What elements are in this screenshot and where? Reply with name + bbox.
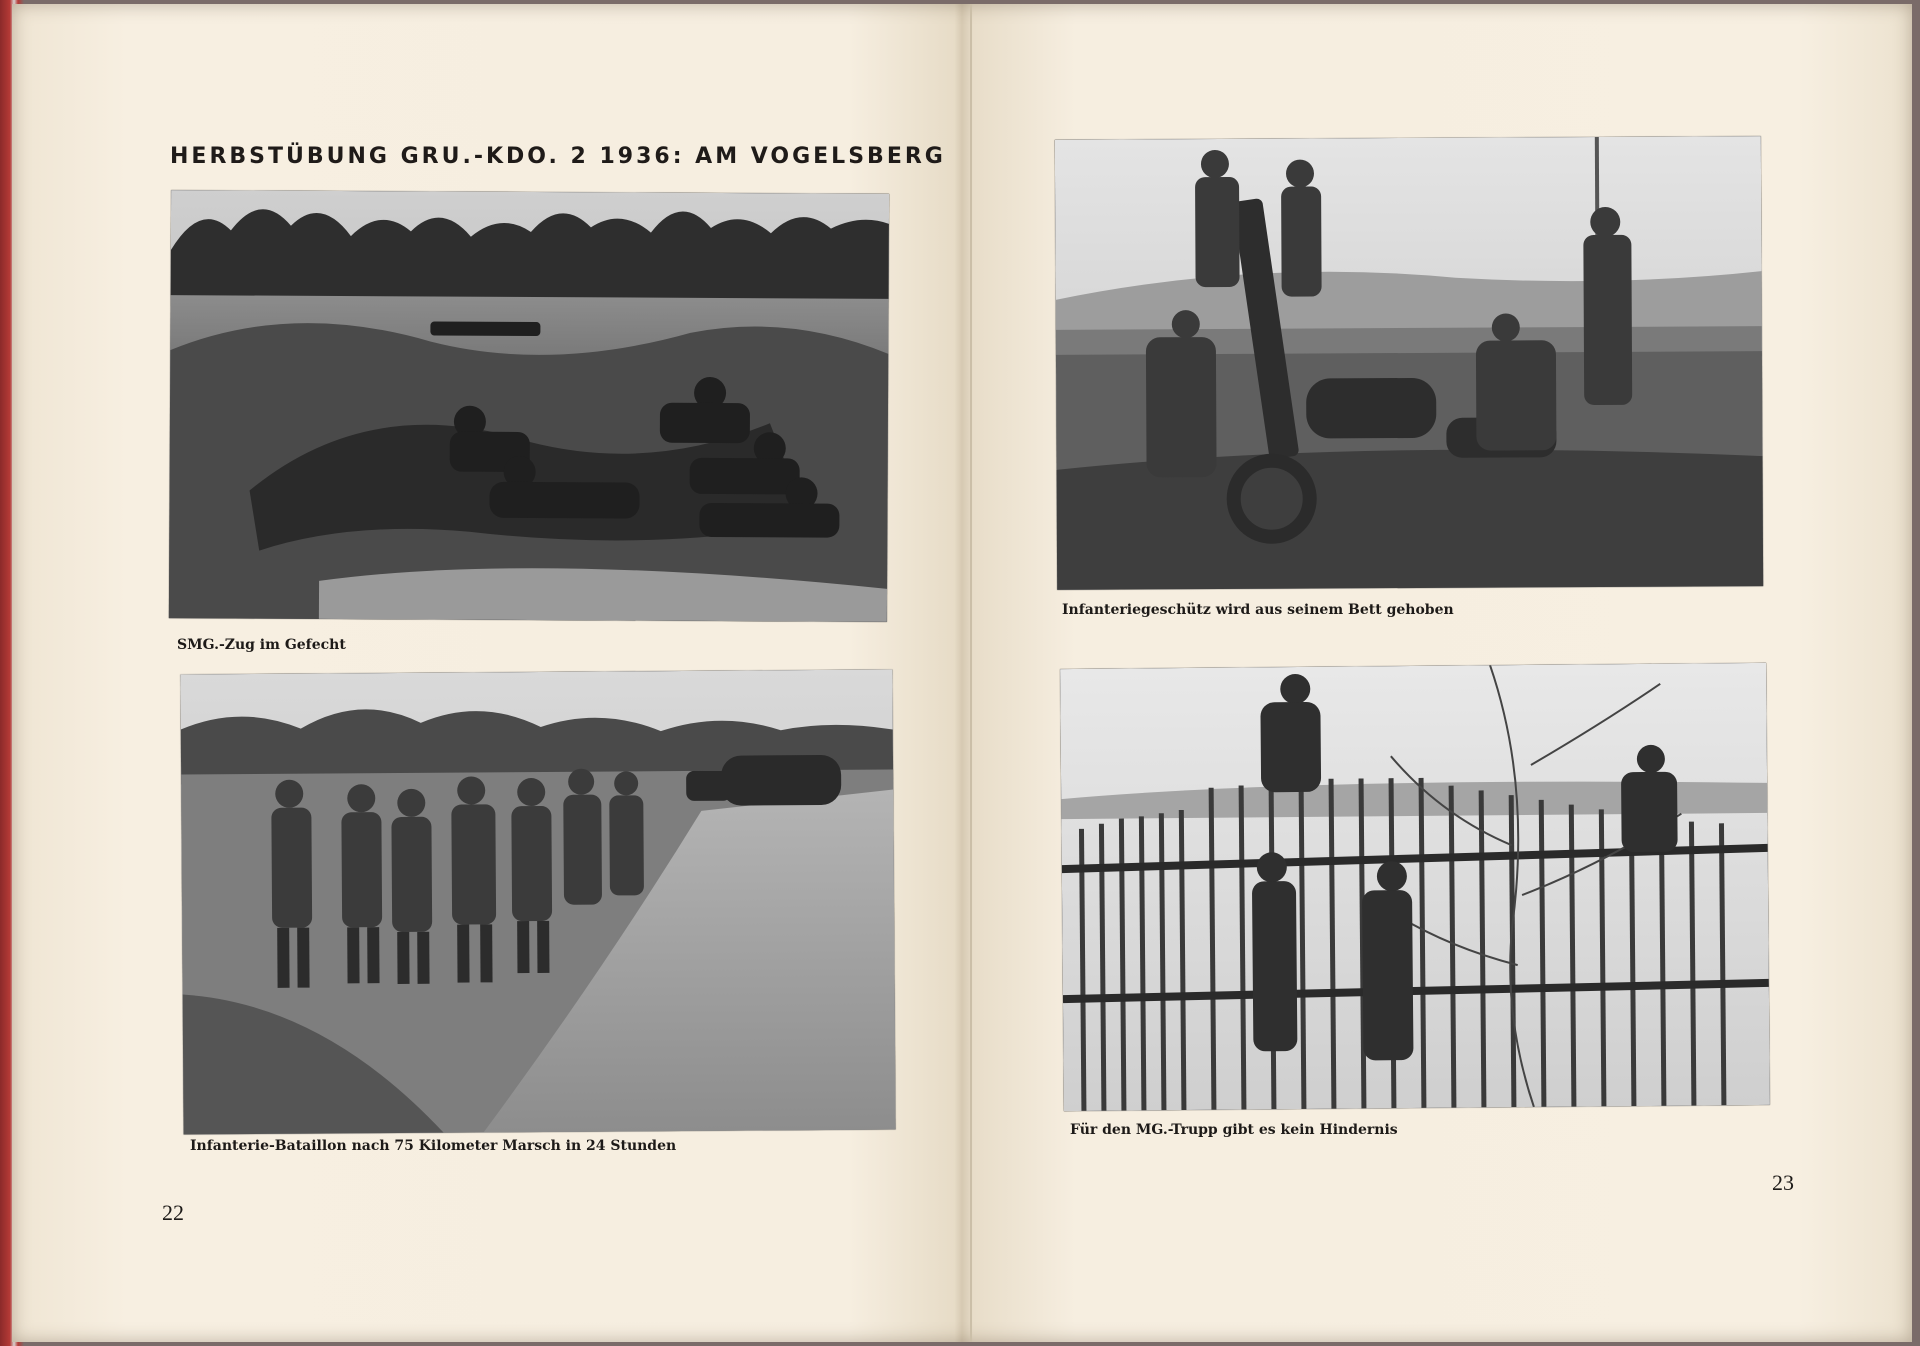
page-number: 22 [162,1200,184,1225]
photo-mg-platoon [169,190,889,622]
left-page [12,4,970,1342]
photo-infantry-battalion [180,670,895,1135]
page-heading: HERBSTÜBUNG GRU.-KDO. 2 1936: AM VOGELSBERG [170,144,946,169]
page-number: 23 [1772,1170,1794,1195]
right-page [972,4,1912,1342]
photo-caption: Für den MG.-Trupp gibt es kein Hindernis [1070,1122,1398,1138]
book-spread [12,4,1912,1342]
photo-mg-squad-fence [1060,663,1770,1111]
photo-caption: Infanterie-Bataillon nach 75 Kilometer Marsch in 24 Stunden [190,1138,677,1154]
photo-caption: SMG.-Zug im Gefecht [177,637,346,653]
photo-caption: Infanteriegeschütz wird aus seinem Bett gehoben [1062,602,1454,618]
photo-infantry-gun [1055,136,1763,590]
